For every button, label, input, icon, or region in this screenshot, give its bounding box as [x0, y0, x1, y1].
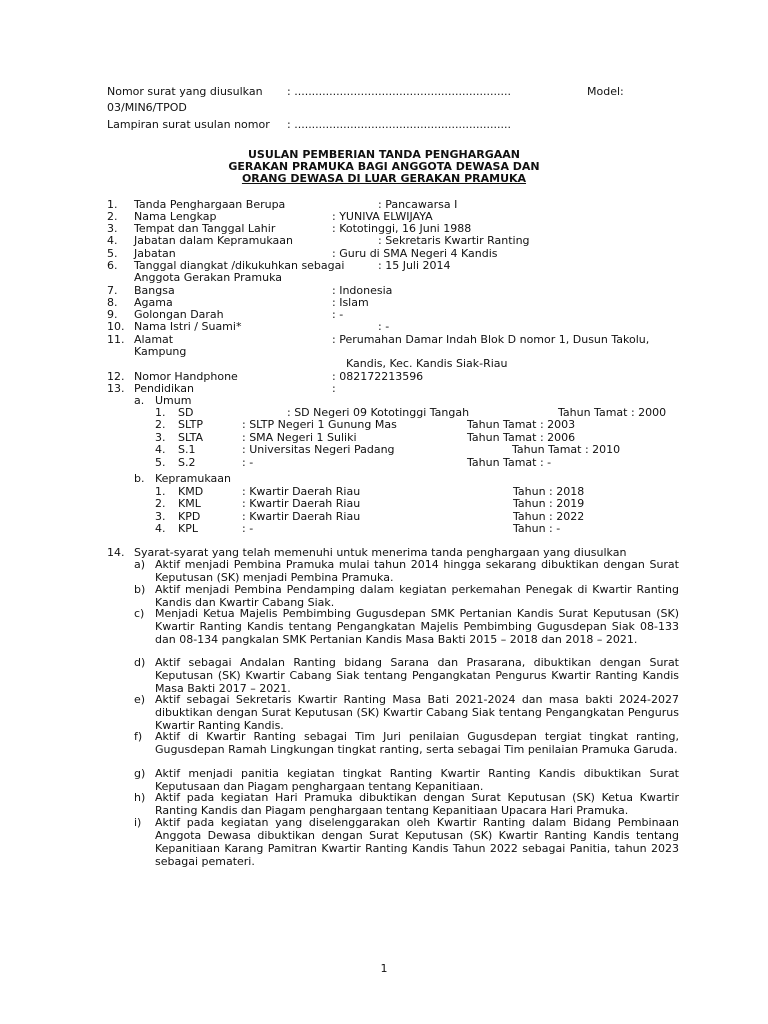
syarat-point-letter: a)	[134, 558, 146, 571]
item-label: Nomor Handphone	[134, 370, 238, 383]
item-label-cont: Kampung	[134, 345, 187, 358]
kep-row-level: KPD	[178, 510, 201, 523]
kep-row-place: : Kwartir Daerah Riau	[242, 510, 361, 523]
item-label: Nama Istri / Suami*	[134, 320, 242, 333]
item-num: 5.	[107, 247, 118, 260]
item-value: : Indonesia	[332, 284, 393, 297]
umum-row-num: 1.	[155, 406, 166, 419]
kep-row-num: 3.	[155, 510, 166, 523]
title-line-3: ORANG DEWASA DI LUAR GERAKAN PRAMUKA	[241, 172, 527, 185]
syarat-num: 14.	[107, 546, 125, 559]
item-value: : Kototinggi, 16 Juni 1988	[332, 222, 472, 235]
kepramukaan-label: Kepramukaan	[155, 472, 231, 485]
item-num: 2.	[107, 210, 118, 223]
umum-row-level: S.1	[178, 443, 196, 456]
item-label: Alamat	[134, 333, 174, 346]
item-num: 6.	[107, 259, 118, 272]
item-num: 11.	[107, 333, 125, 346]
item-num: 9.	[107, 308, 118, 321]
kep-row-year: Tahun : 2019	[513, 497, 585, 510]
item-num: 3.	[107, 222, 118, 235]
item-value: : 082172213596	[332, 370, 424, 383]
kep-row-place: : Kwartir Daerah Riau	[242, 497, 361, 510]
item-num: 12.	[107, 370, 125, 383]
nomor-label: Nomor surat yang diusulkan	[107, 85, 263, 98]
kepramukaan-letter: b.	[134, 472, 145, 485]
kep-row-year: Tahun : 2018	[513, 485, 585, 498]
kep-row-level: KPL	[178, 522, 198, 535]
item-value: : -	[378, 320, 390, 333]
item-label: Jabatan dalam Kepramukaan	[134, 234, 293, 247]
item-value: : Islam	[332, 296, 369, 309]
item-num: 7.	[107, 284, 118, 297]
syarat-point-letter: b)	[134, 583, 146, 596]
umum-row-year: Tahun Tamat : 2003	[467, 418, 576, 431]
syarat-point-letter: g)	[134, 767, 146, 780]
kep-row-num: 2.	[155, 497, 166, 510]
kep-row-year: Tahun : -	[513, 522, 561, 535]
kep-row-place: : Kwartir Daerah Riau	[242, 485, 361, 498]
item-num: 8.	[107, 296, 118, 309]
kep-row-level: KML	[178, 497, 201, 510]
item-value: : Guru di SMA Negeri 4 Kandis	[332, 247, 498, 260]
umum-row-school: : -	[242, 456, 254, 469]
item-value: : Perumahan Damar Indah Blok D nomor 1, Dusun Takolu,	[332, 333, 650, 346]
item-value: : Sekretaris Kwartir Ranting	[378, 234, 530, 247]
umum-row-num: 5.	[155, 456, 166, 469]
item-num: 1.	[107, 198, 118, 211]
item-value: : 15 Juli 2014	[378, 259, 451, 272]
kep-row-num: 4.	[155, 522, 166, 535]
syarat-heading: Syarat-syarat yang telah memenuhi untuk menerima tanda penghargaan yang diusulkan	[134, 546, 627, 559]
item-label: Pendidikan	[134, 382, 194, 395]
item-label: Agama	[134, 296, 173, 309]
model-label: Model:	[587, 85, 624, 98]
item-value: : -	[332, 308, 344, 321]
kep-row-place: : -	[242, 522, 254, 535]
kep-row-year: Tahun : 2022	[513, 510, 585, 523]
lampiran-value: : ..............................................................	[287, 118, 511, 131]
umum-row-level: SD	[178, 406, 194, 419]
item-label: Bangsa	[134, 284, 175, 297]
item-value: :	[332, 382, 336, 395]
item-label: Tempat dan Tanggal Lahir	[134, 222, 276, 235]
umum-row-num: 3.	[155, 431, 166, 444]
umum-row-school: : SLTP Negeri 1 Gunung Mas	[242, 418, 397, 431]
title-line-2: GERAKAN PRAMUKA BAGI ANGGOTA DEWASA DAN	[228, 160, 540, 173]
item-label: Tanda Penghargaan Berupa	[134, 198, 286, 211]
syarat-point-text: Aktif menjadi Pembina Pramuka mulai tahun 2014 hingga sekarang dibuktikan dengan Surat Keputusan (SK) menjadi Pembina Pramuka.	[155, 558, 679, 584]
umum-row-school: : Universitas Negeri Padang	[242, 443, 395, 456]
umum-letter: a.	[134, 394, 145, 407]
syarat-point-text: Aktif sebagai Sekretaris Kwartir Ranting Masa Bati 2021-2024 dan masa bakti 2024-2027 dibuktikan dengan Surat Keputusan (SK) Kwartir Cabang Siak tentang Pengangkatan Pengurus Kwartir Ranting Kandis.	[155, 693, 679, 732]
syarat-point-letter: h)	[134, 791, 146, 804]
item-num: 4.	[107, 234, 118, 247]
umum-row-num: 2.	[155, 418, 166, 431]
umum-row-level: S.2	[178, 456, 196, 469]
nomor-value: : ..............................................................	[287, 85, 511, 98]
item-num: 10.	[107, 320, 125, 333]
umum-row-year: Tahun Tamat : 2000	[558, 406, 667, 419]
umum-label: Umum	[155, 394, 192, 407]
page-number: 1	[380, 962, 388, 975]
umum-row-level: SLTA	[178, 431, 203, 444]
syarat-point-letter: d)	[134, 656, 146, 669]
lampiran-label: Lampiran surat usulan nomor	[107, 118, 270, 131]
umum-row-school: : SD Negeri 09 Kototinggi Tangah	[287, 406, 470, 419]
syarat-point-letter: f)	[134, 730, 143, 743]
syarat-point-text: Aktif menjadi panitia kegiatan tingkat Ranting Kwartir Ranting Kandis dibuktikan Surat Keputusaan dan Piagam penghargaan tentang Kepanitiaan.	[155, 767, 679, 793]
syarat-point-letter: i)	[134, 816, 142, 829]
syarat-point-text: Menjadi Ketua Majelis Pembimbing Gugusdepan SMK Pertanian Kandis Surat Keputusan (SK) Kwartir Ranting Kandis tentang Pengangkatan Majelis Pembimbing Gugusdepan Siak 08-133 dan 08-134 pangkalan SMK Pertanian Kandis Masa Bakti 2015 – 2018 dan 2018 – 2021.	[155, 607, 679, 646]
item-label: Nama Lengkap	[134, 210, 217, 223]
syarat-point-letter: c)	[134, 607, 145, 620]
syarat-point-letter: e)	[134, 693, 146, 706]
umum-row-school: : SMA Negeri 1 Suliki	[242, 431, 357, 444]
model-value: 03/MIN6/TPOD	[107, 101, 187, 114]
syarat-point-text: Aktif di Kwartir Ranting sebagai Tim Juri penilaian Gugusdepan tergiat tingkat ranting, Gugusdepan Ramah Lingkungan tingkat ranting, serta sebagai Tim penilaian Pramuka Garuda.	[155, 730, 679, 756]
item-value-cont: Kandis, Kec. Kandis Siak-Riau	[346, 357, 508, 370]
item-label: Tanggal diangkat /dikukuhkan sebagai	[134, 259, 345, 272]
item-label: Jabatan	[134, 247, 176, 260]
umum-row-year: Tahun Tamat : 2006	[467, 431, 576, 444]
syarat-point-text: Aktif menjadi Pembina Pendamping dalam kegiatan perkemahan Penegak di Kwartir Ranting Kandis dan Kwartir Cabang Siak.	[155, 583, 679, 609]
umum-row-year: Tahun Tamat : -	[467, 456, 552, 469]
item-label: Golongan Darah	[134, 308, 224, 321]
item-num: 13.	[107, 382, 125, 395]
item-value: : Pancawarsa I	[378, 198, 458, 211]
syarat-point-text: Aktif pada kegiatan Hari Pramuka dibuktikan dengan Surat Keputusan (SK) Ketua Kwartir Ranting Kandis dan Piagam penghargaan tentang Kepanitiaan Upacara Hari Pramuka.	[155, 791, 679, 817]
syarat-point-text: Aktif sebagai Andalan Ranting bidang Sarana dan Prasarana, dibuktikan dengan Surat Keputusan (SK) Kwartir Cabang Siak tentang Pengangkatan Pengurus Kwartir Ranting Kandis Masa Bakti 2017 – 2021.	[155, 656, 679, 695]
item-label-cont: Anggota Gerakan Pramuka	[134, 271, 282, 284]
title-line-1: USULAN PEMBERIAN TANDA PENGHARGAAN	[248, 148, 520, 161]
syarat-point-text: Aktif pada kegiatan yang diselenggarakan oleh Kwartir Ranting dalam Bidang Pembinaan Anggota Dewasa dibuktikan dengan Surat Keputusan (SK) Kwartir Ranting Kandis tentang Kepanitiaan Karang Pamitran Kwartir Ranting Kandis Tahun 2022 sebagai Panitia, tahun 2023 sebagai pemateri.	[155, 816, 679, 868]
umum-row-year: Tahun Tamat : 2010	[512, 443, 621, 456]
umum-row-num: 4.	[155, 443, 166, 456]
kep-row-level: KMD	[178, 485, 204, 498]
kep-row-num: 1.	[155, 485, 166, 498]
item-value: : YUNIVA ELWIJAYA	[332, 210, 433, 223]
umum-row-level: SLTP	[178, 418, 203, 431]
